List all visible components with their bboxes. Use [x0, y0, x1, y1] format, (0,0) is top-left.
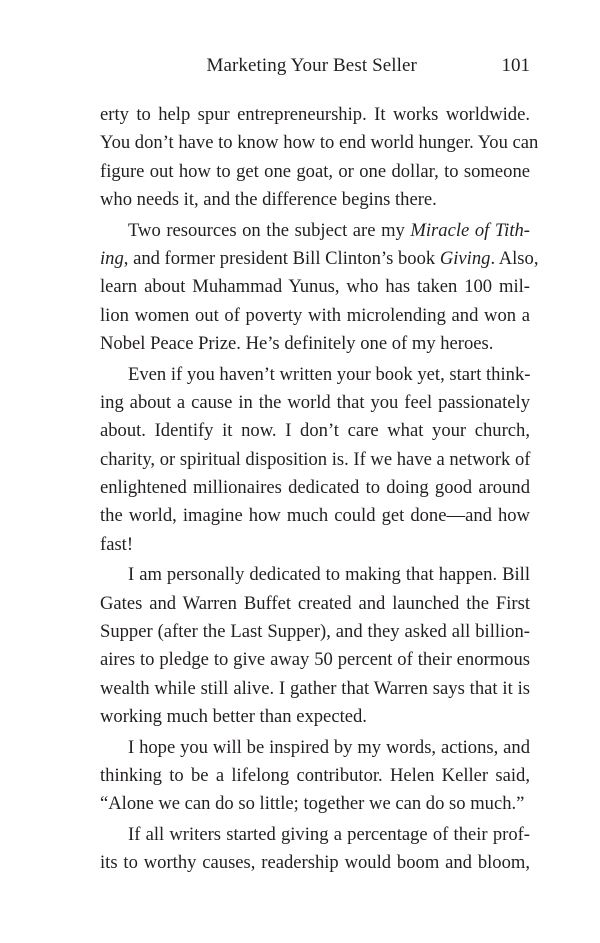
text-line: the world, imagine how much could get done—and how: [100, 505, 530, 527]
text-line: enlightened millionaires dedicated to doing good around: [100, 477, 530, 499]
text-line: fast!: [100, 533, 134, 555]
text-line: ing, and former president Bill Clinton’s book Giving. Also,: [100, 247, 539, 269]
text-line: Two resources on the subject are my Miracle of Tith-: [128, 219, 530, 241]
text-line: who needs it, and the difference begins there.: [100, 189, 437, 211]
paragraph: [100, 217, 539, 359]
text-line: “Alone we can do so little; together we can do so much.”: [100, 793, 525, 815]
text-line: aires to pledge to give away 50 percent of their enormous: [100, 649, 530, 671]
text-line: learn about Muhammad Yunus, who has taken 100 mil-: [100, 276, 530, 298]
running-head: [100, 55, 530, 81]
text-line: You don’t have to know how to end world hunger. You can: [100, 132, 539, 154]
body-text: [100, 101, 539, 878]
paragraph: [100, 821, 530, 878]
text-line: I am personally dedicated to making that happen. Bill: [128, 564, 530, 586]
paragraph: [100, 734, 530, 819]
text-line: figure out how to get one goat, or one dollar, to someone: [100, 160, 530, 182]
text-line: erty to help spur entrepreneurship. It works worldwide.: [100, 104, 530, 125]
text-line: Gates and Warren Buffet created and launched the First: [100, 592, 530, 614]
text-line: If all writers started giving a percentage of their prof-: [128, 823, 530, 845]
text-line: Supper (after the Last Supper), and they asked all billion-: [100, 621, 530, 643]
paragraph: [100, 101, 539, 215]
paragraph: [100, 561, 530, 731]
page-number: 101: [501, 55, 530, 76]
text-line: ing about a cause in the world that you feel passionately: [100, 391, 530, 413]
text-line: Nobel Peace Prize. He’s definitely one of my heroes.: [100, 333, 494, 355]
text-line: about. Identify it now. I don’t care what your church,: [100, 420, 530, 442]
text-line: charity, or spiritual disposition is. If we have a network of: [100, 448, 531, 470]
running-title: Marketing Your Best Seller: [206, 55, 417, 76]
text-line: lion women out of poverty with microlending and won a: [100, 304, 530, 326]
text-line: wealth while still alive. I gather that Warren says that it is: [100, 677, 530, 699]
text-line: working much better than expected.: [100, 706, 367, 728]
text-line: its to worthy causes, readership would boom and bloom,: [100, 852, 530, 874]
paragraph: [100, 361, 530, 560]
text-line: thinking to be a lifelong contributor. Helen Keller said,: [100, 764, 530, 786]
text-line: Even if you haven’t written your book yet, start think-: [128, 363, 531, 385]
text-line: I hope you will be inspired by my words, actions, and: [128, 736, 530, 758]
